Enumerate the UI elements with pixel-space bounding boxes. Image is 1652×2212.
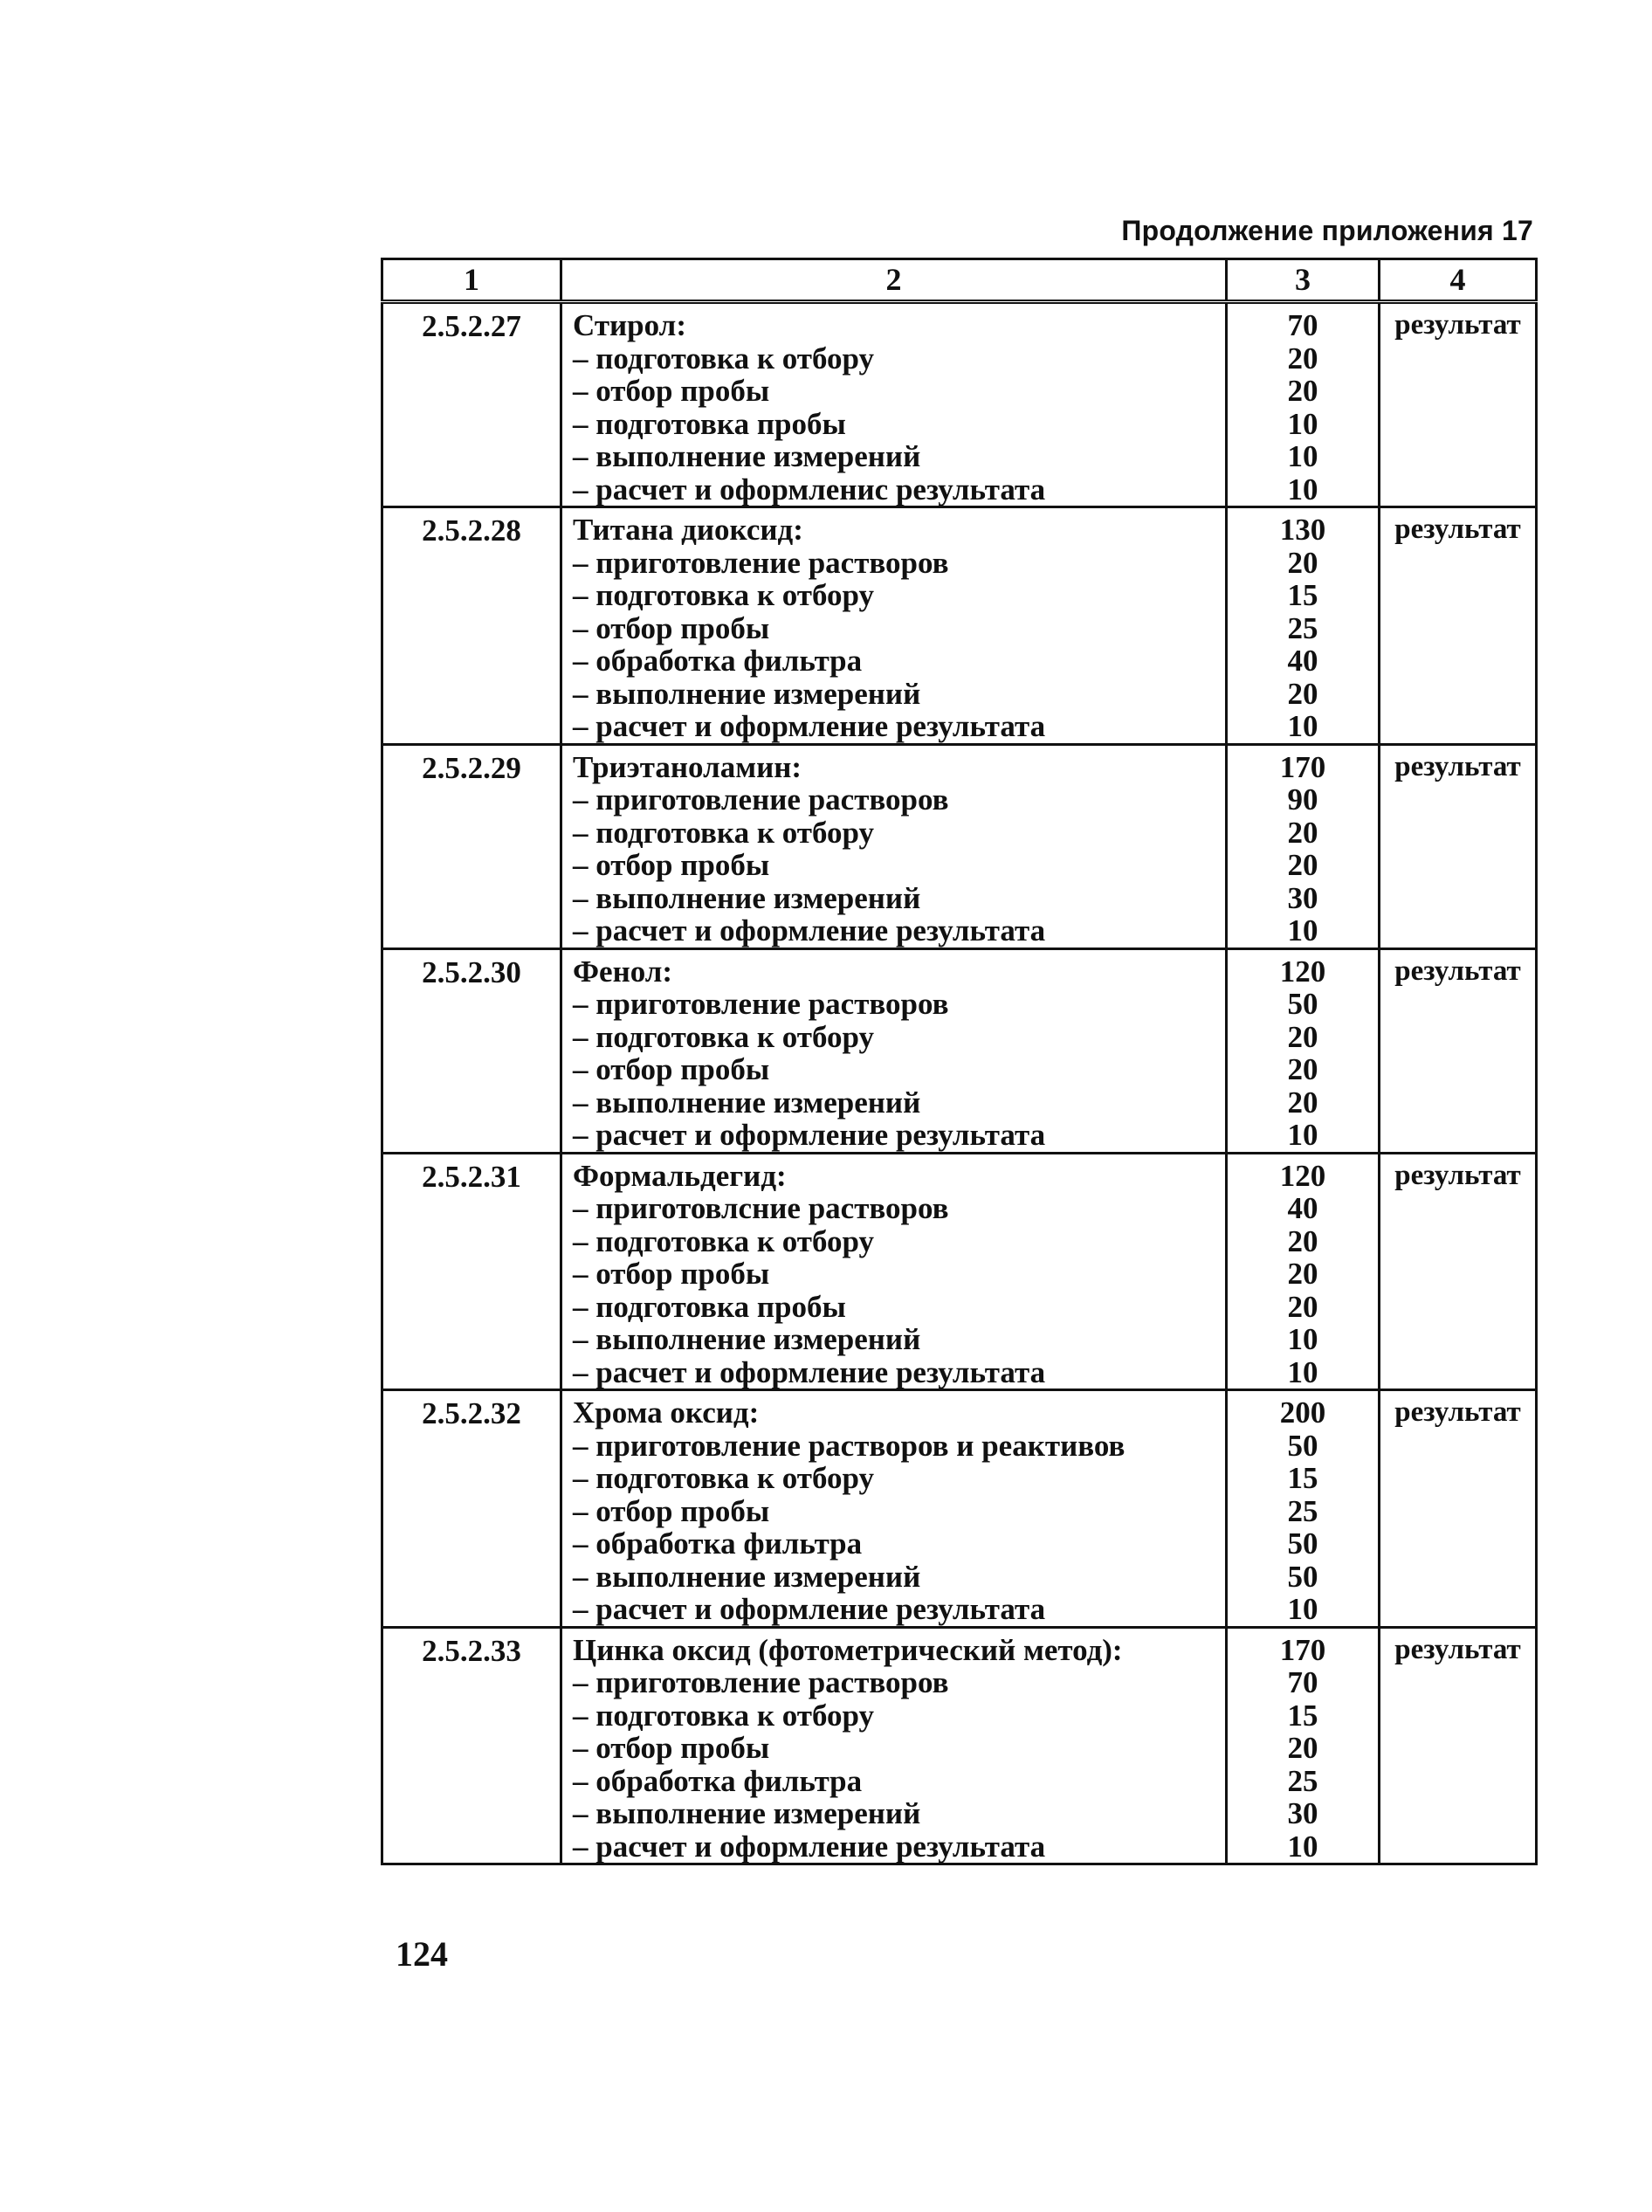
operation-step: – отбор пробы	[573, 1257, 770, 1291]
operation-step: – подготовка к отбору	[573, 1461, 875, 1495]
substance-name: Титана диоксид:	[573, 513, 803, 547]
time-value: 10	[1287, 472, 1318, 506]
operation-step: – расчет и оформленис результата	[573, 472, 1046, 506]
time-value: 10	[1287, 709, 1318, 743]
time-values	[1227, 302, 1380, 507]
column-header-2: 2	[561, 259, 1227, 302]
table-row	[382, 302, 1537, 507]
substance-name: Формальдегид:	[573, 1158, 787, 1193]
time-value: 30	[1287, 880, 1318, 915]
time-value: 170	[1279, 1632, 1326, 1667]
table-row	[382, 744, 1537, 948]
item-description	[561, 744, 1227, 948]
unit-of-measure: результат	[1380, 1627, 1537, 1864]
operation-step: – подготовка к отбору	[573, 815, 875, 850]
substance-name: Фенол:	[573, 954, 673, 989]
time-value: 20	[1287, 374, 1318, 408]
operation-step: – отбор пробы	[573, 1493, 770, 1528]
item-code: 2.5.2.31	[382, 1153, 561, 1390]
time-value: 25	[1287, 1493, 1318, 1528]
time-value: 20	[1287, 676, 1318, 711]
column-header-1: 1	[382, 259, 561, 302]
time-value: 20	[1287, 1085, 1318, 1120]
table-body	[382, 302, 1537, 1864]
operation-step: – приготовление растворов	[573, 782, 949, 817]
time-value: 20	[1287, 1289, 1318, 1324]
operation-step: – приготовление растворов	[573, 987, 949, 1021]
item-code: 2.5.2.27	[382, 302, 561, 507]
operation-step: – выполнение измерений	[573, 1085, 921, 1120]
substance-name: Цинка оксид (фотометрический метод):	[573, 1632, 1123, 1667]
item-description	[561, 1390, 1227, 1628]
time-value: 25	[1287, 1763, 1318, 1798]
time-values	[1227, 1627, 1380, 1864]
operation-step: – расчет и оформление результата	[573, 913, 1046, 948]
operation-step: – подготовка к отбору	[573, 1019, 875, 1054]
operation-step: – приготовление растворов и реактивов	[573, 1428, 1125, 1463]
time-value: 70	[1287, 1665, 1318, 1699]
operation-step: – приготовление растворов	[573, 545, 949, 580]
operation-step: – расчет и оформление результата	[573, 1118, 1046, 1152]
substance-name: Триэтаноламин:	[573, 749, 802, 784]
page-number: 124	[396, 1934, 448, 1974]
time-value: 10	[1287, 1829, 1318, 1864]
norms-table	[381, 258, 1538, 1865]
item-code: 2.5.2.30	[382, 948, 561, 1153]
time-value: 120	[1279, 1158, 1326, 1193]
time-value: 90	[1287, 782, 1318, 817]
operation-step: – подготовка к отбору	[573, 578, 875, 612]
operation-step: – выполнение измерений	[573, 676, 921, 711]
time-value: 15	[1287, 1461, 1318, 1495]
time-values	[1227, 744, 1380, 948]
time-value: 120	[1279, 954, 1326, 989]
operation-step: – выполнение измерений	[573, 439, 921, 473]
column-header-3: 3	[1227, 259, 1380, 302]
time-values	[1227, 1153, 1380, 1390]
time-value: 70	[1287, 308, 1318, 342]
operation-step: – расчет и оформление результата	[573, 1354, 1046, 1389]
operation-step: – выполнение измерений	[573, 1559, 921, 1594]
time-values	[1227, 507, 1380, 745]
operation-step: – обработка фильтра	[573, 1526, 863, 1561]
time-value: 10	[1287, 439, 1318, 473]
item-code: 2.5.2.28	[382, 507, 561, 745]
time-value: 20	[1287, 1019, 1318, 1054]
time-value: 20	[1287, 1257, 1318, 1291]
time-value: 15	[1287, 1698, 1318, 1733]
item-description	[561, 1153, 1227, 1390]
operation-step: – отбор пробы	[573, 1731, 770, 1765]
operation-step: – отбор пробы	[573, 610, 770, 645]
item-description	[561, 1627, 1227, 1864]
time-value: 130	[1279, 513, 1326, 547]
time-values	[1227, 948, 1380, 1153]
operation-step: – выполнение измерений	[573, 1796, 921, 1830]
unit-of-measure: результат	[1380, 1390, 1537, 1628]
time-value: 20	[1287, 341, 1318, 376]
time-value: 50	[1287, 987, 1318, 1021]
time-value: 20	[1287, 1052, 1318, 1086]
table-row	[382, 1627, 1537, 1864]
time-value: 40	[1287, 1191, 1318, 1225]
time-value: 10	[1287, 1118, 1318, 1152]
unit-of-measure: результат	[1380, 1153, 1537, 1390]
time-value: 20	[1287, 815, 1318, 850]
time-value: 15	[1287, 578, 1318, 612]
operation-step: – расчет и оформление результата	[573, 709, 1046, 743]
time-value: 50	[1287, 1428, 1318, 1463]
operation-step: – приготовление растворов	[573, 1665, 949, 1699]
operation-step: – подготовка к отбору	[573, 1698, 875, 1733]
column-header-4: 4	[1380, 259, 1537, 302]
substance-name: Хрома оксид:	[573, 1395, 760, 1430]
unit-of-measure: результат	[1380, 744, 1537, 948]
time-value: 50	[1287, 1559, 1318, 1594]
time-value: 10	[1287, 913, 1318, 948]
operation-step: – расчет и оформление результата	[573, 1829, 1046, 1864]
continuation-header: Продолжение приложения 17	[1121, 215, 1533, 246]
operation-step: – выполнение измерений	[573, 1322, 921, 1356]
unit-of-measure: результат	[1380, 948, 1537, 1153]
time-value: 170	[1279, 749, 1326, 784]
time-value: 30	[1287, 1796, 1318, 1830]
operation-step: – подготовка к отбору	[573, 1223, 875, 1258]
substance-name: Стирол:	[573, 308, 686, 342]
operation-step: – обработка фильтра	[573, 644, 863, 678]
item-description	[561, 948, 1227, 1153]
item-description	[561, 302, 1227, 507]
time-value: 25	[1287, 610, 1318, 645]
time-value: 20	[1287, 1223, 1318, 1258]
time-value: 10	[1287, 1322, 1318, 1356]
operation-step: – расчет и оформление результата	[573, 1592, 1046, 1626]
time-value: 200	[1279, 1395, 1326, 1430]
operation-step: – подготовка пробы	[573, 1289, 846, 1324]
operation-step: – подготовка к отбору	[573, 341, 875, 376]
operation-step: – отбор пробы	[573, 848, 770, 882]
item-code: 2.5.2.33	[382, 1627, 561, 1864]
item-description	[561, 507, 1227, 745]
unit-of-measure: результат	[1380, 302, 1537, 507]
table-row	[382, 1153, 1537, 1390]
time-value: 40	[1287, 644, 1318, 678]
time-value: 20	[1287, 545, 1318, 580]
time-value: 10	[1287, 1592, 1318, 1626]
table-header-row	[382, 259, 1537, 302]
operation-step: – приготовлсние растворов	[573, 1191, 949, 1225]
item-code: 2.5.2.32	[382, 1390, 561, 1628]
operation-step: – обработка фильтра	[573, 1763, 863, 1798]
item-code: 2.5.2.29	[382, 744, 561, 948]
operation-step: – отбор пробы	[573, 1052, 770, 1086]
time-values	[1227, 1390, 1380, 1628]
time-value: 20	[1287, 1731, 1318, 1765]
unit-of-measure: результат	[1380, 507, 1537, 745]
time-value: 10	[1287, 406, 1318, 441]
operation-step: – выполнение измерений	[573, 880, 921, 915]
table-row	[382, 948, 1537, 1153]
time-value: 50	[1287, 1526, 1318, 1561]
table-row	[382, 507, 1537, 745]
operation-step: – подготовка пробы	[573, 406, 846, 441]
operation-step: – отбор пробы	[573, 374, 770, 408]
time-value: 20	[1287, 848, 1318, 882]
time-value: 10	[1287, 1354, 1318, 1389]
table-row	[382, 1390, 1537, 1628]
